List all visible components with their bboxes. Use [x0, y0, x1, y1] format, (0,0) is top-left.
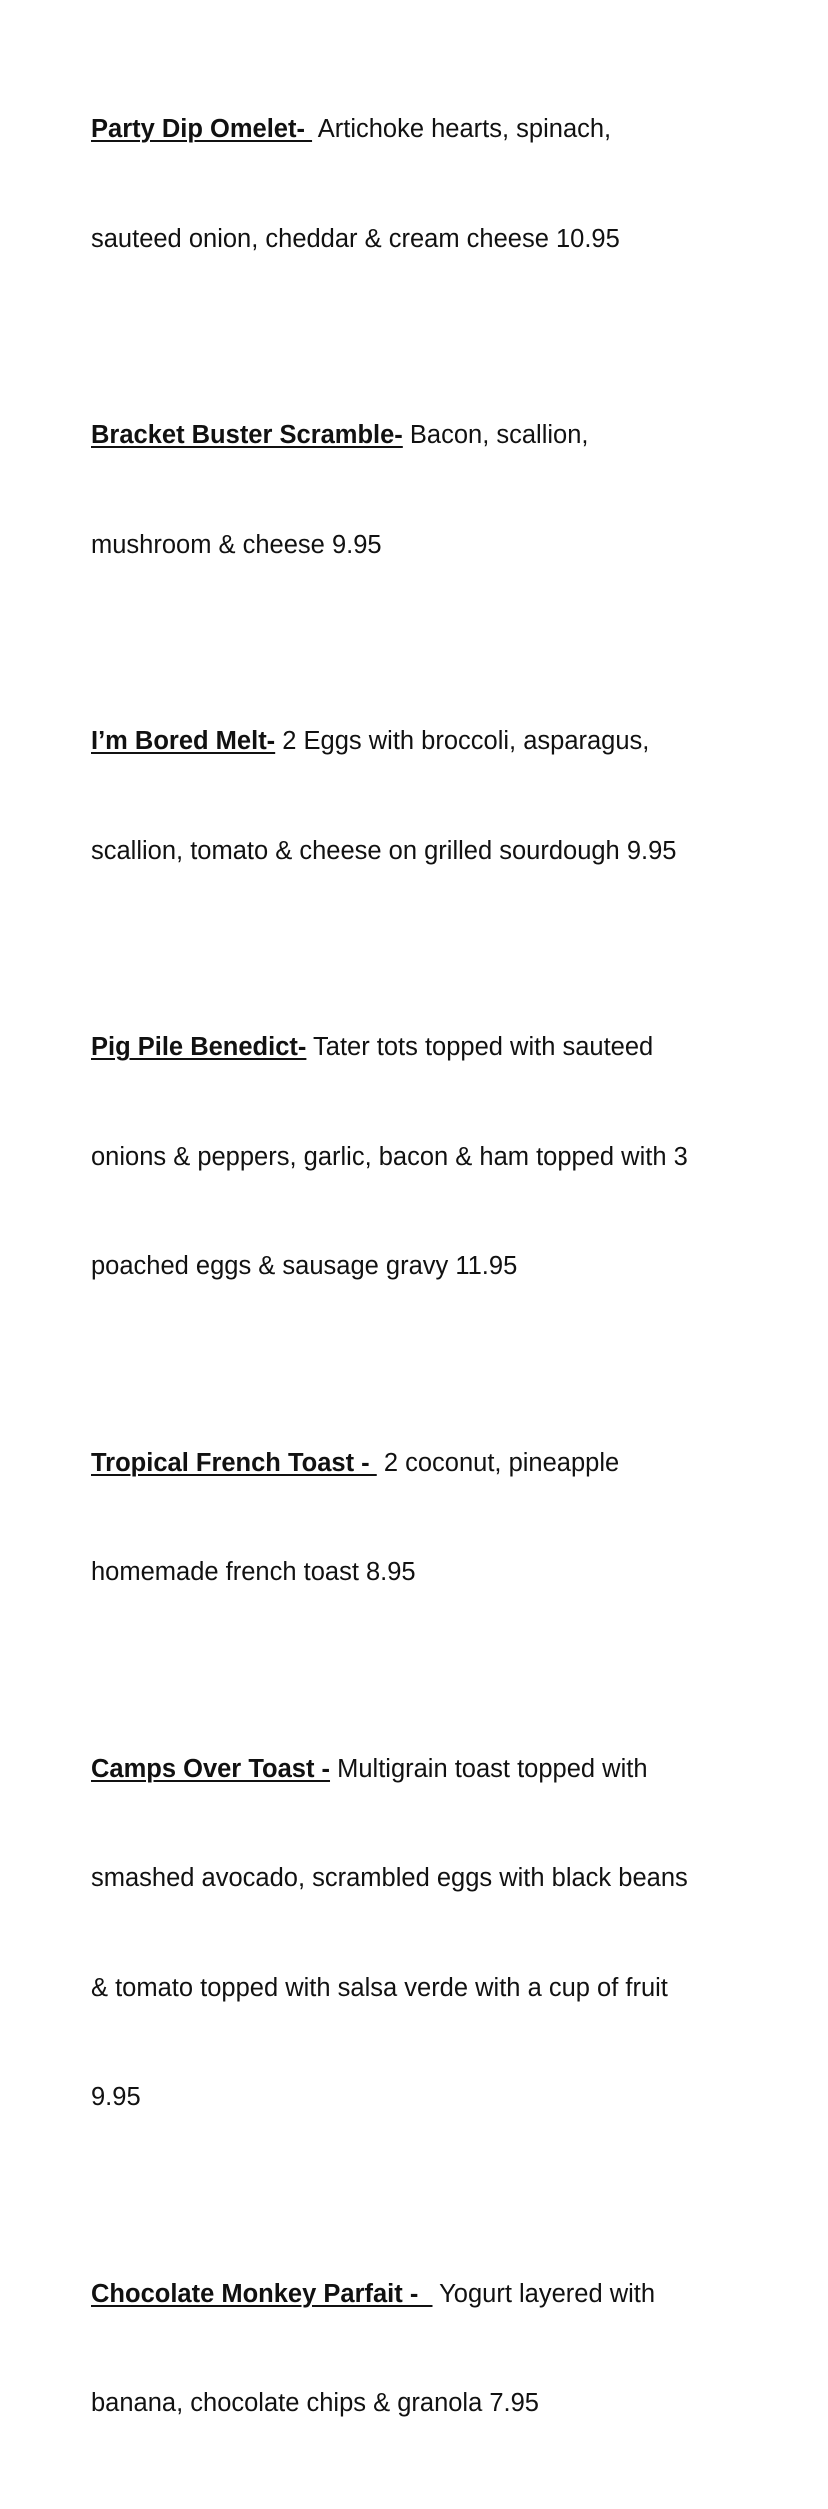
menu-list	[91, 38, 751, 2509]
menu-item-description: Multigrain toast topped with	[330, 1754, 648, 1783]
menu-item-first-line	[91, 417, 751, 454]
menu-item-description-line: scallion, tomato & cheese on grilled sourdough 9.95	[91, 836, 677, 865]
menu-item-first-line	[91, 1029, 751, 1066]
menu-item-im-bored-melt	[91, 650, 751, 942]
menu-item-chocolate-monkey-parfait	[91, 2203, 751, 2495]
menu-item-first-line	[91, 111, 751, 148]
menu-item-description-line: 9.95	[91, 2083, 141, 2111]
menu-item-description-line: homemade french toast 8.95	[91, 1558, 416, 1586]
menu-item-description: 2 coconut, pineapple	[376, 1448, 620, 1477]
menu-item-name: Camps Over Toast -	[91, 1754, 331, 1783]
menu-item-description-line: smashed avocado, scrambled eggs with black beans	[91, 1864, 688, 1892]
menu-item-name: I’m Bored Melt-	[91, 727, 276, 755]
menu-item-description-line: sauteed onion, cheddar & cream cheese 10.95	[91, 224, 620, 253]
menu-item-first-line	[91, 1751, 751, 1788]
menu-item-description: Yogurt layered with	[432, 2279, 656, 2308]
menu-item-description-line: & tomato topped with salsa verde with a cup of fruit	[91, 1973, 668, 2002]
menu-item-description: Artichoke hearts, spinach,	[312, 115, 612, 143]
menu-item-bracket-buster-scramble	[91, 344, 751, 636]
menu-item-party-dip-omelet	[91, 38, 751, 330]
menu-item-description-line: banana, chocolate chips & granola 7.95	[91, 2389, 539, 2417]
menu-item-description: Tater tots topped with sauteed	[306, 1033, 654, 1061]
menu-item-first-line	[91, 723, 751, 760]
menu-item-name: Pig Pile Benedict-	[91, 1033, 307, 1061]
menu-item-name: Tropical French Toast -	[91, 1448, 377, 1477]
menu-item-description-line: poached eggs & sausage gravy 11.95	[91, 1252, 518, 1280]
menu-item-name: Party Dip Omelet-	[91, 115, 313, 143]
menu-item-pig-pile-benedict	[91, 956, 751, 1358]
menu-item-description: 2 Eggs with broccoli, asparagus,	[275, 727, 650, 755]
menu-item-camps-over-toast	[91, 1678, 751, 2189]
menu-item-first-line	[91, 2276, 751, 2313]
menu-item-first-line	[91, 1445, 751, 1482]
menu-item-name: Bracket Buster Scramble-	[91, 421, 403, 449]
menu-item-name: Chocolate Monkey Parfait -	[91, 2279, 433, 2308]
menu-item-tropical-french-toast	[91, 1372, 751, 1664]
menu-item-description-line: onions & peppers, garlic, bacon & ham topped with 3	[91, 1142, 688, 1171]
menu-item-description: Bacon, scallion,	[402, 421, 589, 449]
menu-item-description-line: mushroom & cheese 9.95	[91, 530, 382, 559]
